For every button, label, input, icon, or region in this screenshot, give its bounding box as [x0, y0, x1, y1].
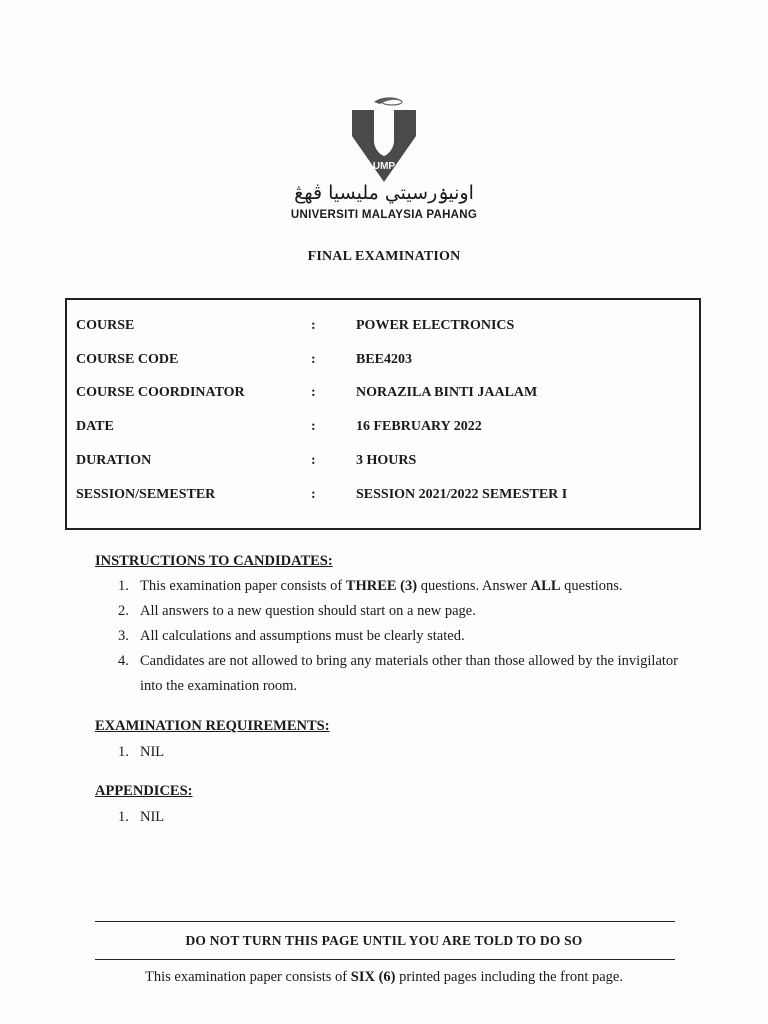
requirements-heading: EXAMINATION REQUIREMENTS:	[95, 718, 330, 734]
info-value: 16 FEBRUARY 2022	[356, 419, 482, 434]
info-separator: :	[311, 318, 316, 333]
exam-title: FINAL EXAMINATION	[307, 249, 461, 264]
item-number: 1.	[118, 809, 129, 825]
instruction-text: questions. Answer	[417, 578, 531, 594]
instructions-list	[118, 574, 678, 699]
info-separator: :	[311, 352, 316, 367]
info-row	[67, 453, 699, 473]
item-number: 1.	[118, 578, 129, 594]
emphasis-text: THREE (3)	[345, 578, 418, 594]
info-value: NORAZILA BINTI JAALAM	[356, 385, 538, 400]
instruction-item	[118, 624, 678, 649]
info-label: SESSION/SEMESTER	[76, 487, 216, 502]
university-name-jawi: اونيۏرسيتي مليسيا ڤهڠ	[294, 182, 474, 204]
instruction-item	[118, 574, 678, 599]
info-separator: :	[311, 419, 316, 434]
instruction-text: Candidates are not allowed to bring any materials other than those allowed by the invigilator into the examination room.	[140, 653, 678, 694]
item-text: NIL	[140, 744, 165, 760]
info-value: POWER ELECTRONICS	[356, 318, 515, 333]
ump-shield-icon	[344, 96, 424, 186]
item-text: NIL	[140, 809, 165, 825]
info-separator: :	[311, 453, 316, 468]
appendices-list	[118, 805, 678, 830]
info-label: COURSE COORDINATOR	[76, 385, 245, 400]
info-value: SESSION 2021/2022 SEMESTER I	[356, 487, 568, 502]
instruction-text: All calculations and assumptions must be clearly stated.	[140, 628, 465, 644]
info-row	[67, 352, 699, 372]
info-separator: :	[311, 385, 316, 400]
info-label: DURATION	[76, 453, 152, 468]
page-count-note: This examination paper consists of SIX (6) printed pages including the front page.	[144, 969, 623, 985]
info-label: COURSE	[76, 318, 135, 333]
university-name: UNIVERSITI MALAYSIA PAHANG	[290, 209, 478, 221]
info-row	[67, 385, 699, 405]
instruction-text: All answers to a new question should start on a new page.	[140, 603, 476, 619]
info-label: COURSE CODE	[76, 352, 179, 367]
requirements-list	[118, 740, 678, 765]
info-row	[67, 419, 699, 439]
instruction-text: questions.	[560, 578, 623, 594]
item-number: 3.	[118, 628, 129, 644]
university-logo	[0, 96, 768, 186]
info-value: 3 HOURS	[356, 453, 417, 468]
appendices-item	[118, 805, 678, 830]
item-number: 2.	[118, 603, 129, 619]
info-separator: :	[311, 487, 316, 502]
emphasis-text: ALL	[530, 578, 561, 594]
info-value: BEE4203	[356, 352, 413, 367]
info-row	[67, 318, 699, 338]
instruction-text: This examination paper consists of	[140, 578, 346, 594]
bottom-divider	[95, 959, 675, 960]
info-label: DATE	[76, 419, 114, 434]
course-info-box	[65, 298, 701, 530]
item-number: 1.	[118, 744, 129, 760]
top-divider	[95, 921, 675, 922]
instruction-item	[118, 599, 678, 624]
item-number: 4.	[118, 653, 129, 669]
info-row	[67, 487, 699, 507]
instructions-heading: INSTRUCTIONS TO CANDIDATES:	[95, 553, 333, 569]
requirements-item	[118, 740, 678, 765]
appendices-heading: APPENDICES:	[95, 783, 193, 799]
svg-text:UMP: UMP	[372, 161, 396, 172]
warning-notice: DO NOT TURN THIS PAGE UNTIL YOU ARE TOLD TO DO SO	[185, 933, 583, 948]
instruction-item	[118, 649, 678, 699]
